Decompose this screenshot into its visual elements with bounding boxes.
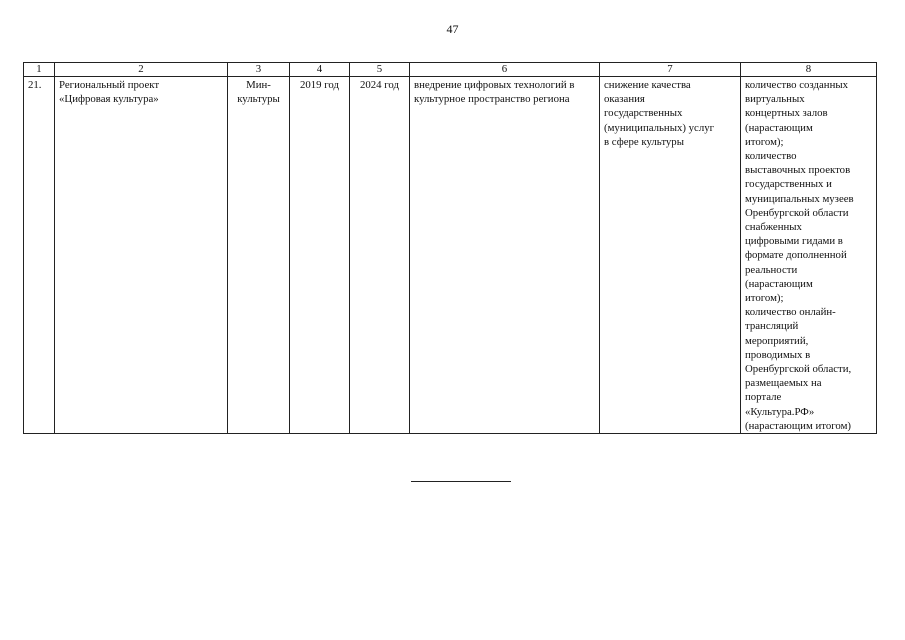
header-cell-1: 1	[24, 63, 55, 77]
start-year-cell: 2019 год	[290, 77, 350, 434]
header-cell-2: 2	[55, 63, 228, 77]
header-cell-8: 8	[741, 63, 877, 77]
header-cell-3: 3	[228, 63, 290, 77]
indicators-cell: количество созданных виртуальных концертных залов (нарастающим итогом); количество выставочных проектов государственных и муниципальных музеев Оренбургской области снабженных цифровыми гидами в формате дополненной реальности (нарастающим итогом); количество онлайн- трансляций мероприятий, проводимых в Оренбургской области, размещаемых на портале «Культура.РФ» (нарастающим итогом)	[741, 77, 877, 434]
result-cell: внедрение цифровых технологий в культурное пространство региона	[410, 77, 600, 434]
header-cell-7: 7	[600, 63, 741, 77]
executor-cell: Мин- культуры	[228, 77, 290, 434]
footer-rule	[411, 481, 511, 482]
header-cell-4: 4	[290, 63, 350, 77]
page-number: 47	[446, 22, 459, 36]
project-name-cell: Региональный проект «Цифровая культура»	[55, 77, 228, 434]
table-row	[24, 77, 877, 434]
end-year-cell: 2024 год	[350, 77, 410, 434]
header-cell-6: 6	[410, 63, 600, 77]
risk-cell: снижение качества оказания государственных (муниципальных) услуг в сфере культуры	[600, 77, 741, 434]
header-row	[24, 63, 877, 77]
row-number-cell: 21.	[24, 77, 55, 434]
header-cell-5: 5	[350, 63, 410, 77]
program-table	[23, 62, 877, 434]
